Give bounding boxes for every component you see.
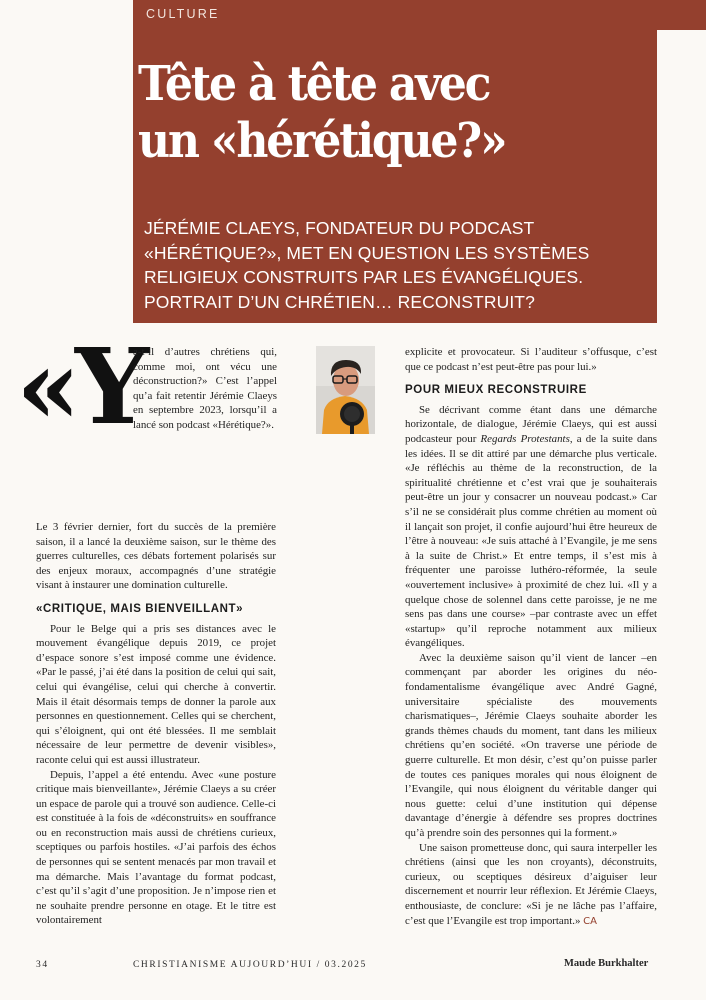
author-byline: Maude Burkhalter [564, 958, 649, 969]
paragraph-text: Une saison prometteuse donc, qui saura interpeller les chrétiens (ainsi que les non croyants), déconstruits, curieux, ou sceptiques désireux d’aiguiser leur discernement et nourrir leur réflexion. Et Jérémie Claeys, enthousiaste, de conclure: «Si je ne lâche pas l’affaire, c’est que l’Evangile est trop important.» [405, 841, 657, 927]
drop-cap: «Y [16, 325, 144, 448]
paragraph: explicite et provocateur. Si l’auditeur s’offusque, c’est que ce podcast n’est peut-être pas pour lui.» [405, 346, 657, 373]
paragraph: Avec la deuxième saison qu’il vient de lancer –en commençant par aborder les origines du néo-fondamentalisme évangélique avec André Gagné, universitaire spécialiste des mouvements charismatiques–, Jérémie Claeys souhaite aborder les grands thèmes chauds du moment, tant dans les milieux chrétiens qu’en société. «On traverse une période de guerre culturelle. Et mon désir, c’est qu’on puisse parler de toutes ces paniques morales qui nous éloignent de l’Evangile, qui nous éloignent du véritable danger qui nous guette: celui d’une institution qui dépense davantage d’énergie à défendre ses propres doctrines qu’à prendre soin des personnes qui la forment.» [405, 651, 657, 839]
portrait-illustration [316, 346, 375, 434]
deck-line: PORTRAIT D’UN CHRÉTIEN… RECONSTRUIT? [144, 291, 535, 312]
paragraph-text: Se décrivant comme étant dans une démarche horizontale, de dialogue, Jérémie Claeys, qui est aussi podcasteur pour [405, 403, 657, 445]
portrait-photo [316, 346, 375, 434]
deck-line: JÉRÉMIE CLAEYS, FONDATEUR DU PODCAST [144, 218, 535, 238]
section-label: CULTURE [146, 7, 220, 21]
title-line-2: un «hérétique?» [138, 113, 506, 169]
deck-line: RELIGIEUX CONSTRUITS PAR LES ÉVANGÉLIQUES. [144, 267, 584, 287]
article-title [138, 56, 505, 170]
paragraph [405, 841, 657, 930]
subheading: «CRITIQUE, MAIS BIENVEILLANT» [36, 602, 244, 615]
subheading: POUR MIEUX RECONSTRUIRE [405, 384, 587, 397]
publication-name: Regards Protestants [480, 432, 570, 445]
paragraph: Le 3 février dernier, fort du succès de la première saison, il a lancé la deuxième saison, sur le thème des guerres culturelles, ces débats fortement polarisés sur des enjeux moraux, accompagnés d’une stratégie visant à instaurer une domination culturelle. [36, 521, 276, 592]
paragraph: Pour le Belge qui a pris ses distances avec le mouvement évangélique depuis 2019, ce projet d’espace sonore s’est imposé comme une évidence. «Par le passé, j’ai été dans la position de celui qui sait, celui qui évangélise, celui qui cherche à convertir. Mais il était désormais temps de donner la parole aux personnes en questionnement. Celles qui se cherchent, qui s’éloignent, qui ont été blessées. Il me semblait nécessaire de leur permettre de devenir visibles», raconte celui qui est aussi illustrateur. [36, 622, 276, 766]
paragraph [405, 403, 657, 651]
end-mark: CA [583, 915, 597, 927]
magazine-footer: CHRISTIANISME AUJOURD’HUI / 03.2025 [133, 960, 367, 970]
right-column [405, 345, 657, 929]
lead-text: a-t-il d’autres chrétiens qui, comme moi, ont vécu une déconstruction?» C’est l’appel qu’a fait retentir Jérémie Claeys en septembre 2023, lorsqu’il a lancé son podcast «Hérétique?». [133, 346, 277, 431]
article-deck [144, 216, 654, 314]
title-line-1: Tête à tête avec [138, 56, 490, 112]
left-column [36, 345, 276, 928]
paragraph-text: , a de la suite dans les idées. Il se dit attiré par une démarche plus verticale. «Je réfléchis au thème de la reconstruction, de la spiritualité chrétienne et c’est vrai que je souhaiterais peut-être un jour y consacrer un nouveau podcast.» Car s’il ne se considérait plus comme chrétien au moment où il lançait son projet, il confie aujourd’hui être heureux de l’être à nouveau: «Je suis attaché à l’Evangile, je me sens à la suite de Christ.» Et entre temps, il s’est mis à fréquenter une paroisse luthéro-réformée, la seule «ouvertement inclusive» à proximité de chez lui. «Il y a quelque chose de solennel dans cette paroisse, je ne me sens pas dans une course» –par contraste avec un effet «startup» qu’il reproche notamment aux milieux évangéliques. [405, 432, 658, 650]
page-number: 34 [36, 960, 49, 970]
deck-line: «HÉRÉTIQUE?», MET EN QUESTION LES SYSTÈMES [144, 242, 590, 263]
paragraph: Depuis, l’appel a été entendu. Avec «une posture critique mais bienveillante», Jérémie Claeys a su créer un espace de parole qui a trouvé son audience. Celle-ci est constituée à la fois de «déconstruits» en souffrance ou en reconstruction mais aussi de chrétiens curieux, sceptiques ou parfois hostiles. «J’ai parfois des échos de personnes qui se sentent menacés par mon travail et ma démarche. Mais l’avantage du format podcast, c’est qu’il s’agit d’une proposition. Je n’impose rien et ne souhaite prendre personne en otage. Et le titre est volontairement [36, 768, 276, 927]
